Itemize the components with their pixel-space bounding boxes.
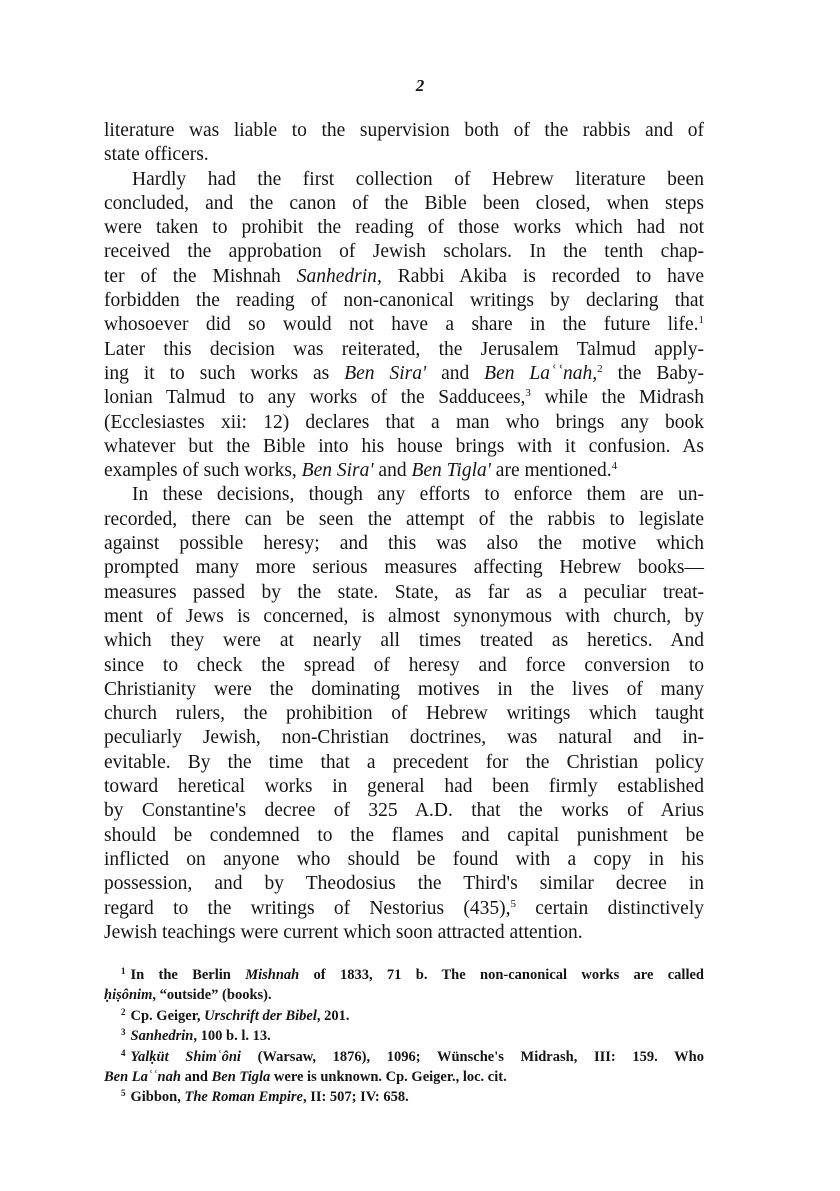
text-line: In these decisions, though any efforts to enforce them are un- <box>132 484 704 506</box>
footnote-line <box>104 985 704 1005</box>
text-line: against possible heresy; and this was also the motive which <box>104 533 704 555</box>
footnote-text: ḥiṣônim, “outside” (books). <box>104 987 272 1004</box>
page-number: 2 <box>415 76 425 95</box>
footnotes <box>104 965 704 1108</box>
text-line: literature was liable to the supervision both of the rabbis and of <box>104 120 704 141</box>
text-line: since to check the spread of heresy and force conversion to <box>104 654 704 676</box>
footnote-line <box>104 1067 704 1087</box>
footnote-text: Sanhedrin, 100 b. l. 13. <box>130 1028 271 1045</box>
text-line: regard to the writings of Nestorius (435),$^5$ certain distinctively <box>104 897 704 919</box>
footnote-line <box>104 965 704 985</box>
text-line: toward heretical works in general had been firmly established <box>104 776 704 798</box>
footnote-marker: 4 <box>121 1047 126 1058</box>
paragraph-state-decisions <box>104 483 704 945</box>
text-line: concluded, and the canon of the Bible been closed, when steps <box>104 192 704 214</box>
text-line: received the approbation of Jewish scholars. In the tenth chap- <box>104 241 704 263</box>
text-line: examples of such works, Ben Sira' and Ben Tigla' are mentioned.$^4$ <box>104 460 618 482</box>
text-line: prompted many more serious measures affecting Hebrew books— <box>104 557 704 579</box>
text-line: Christianity were the dominating motives in the lives of many <box>104 678 704 700</box>
text-line: recorded, there can be seen the attempt of the rabbis to legislate <box>104 508 704 530</box>
text-line: were taken to prohibit the reading of those works which had not <box>104 217 704 239</box>
footnote-line <box>104 1006 704 1026</box>
footnote-4 <box>104 1047 704 1088</box>
footnote-2 <box>104 1006 704 1026</box>
text-line: possession, and by Theodosius the Third's similar decree in <box>104 873 704 895</box>
text-line: Hardly had the first collection of Hebrew literature been <box>132 168 704 190</box>
footnote-marker: 1 <box>121 966 126 976</box>
text-line: ment of Jews is concerned, is almost synonymous with church, by <box>104 605 704 627</box>
text-line: ing it to such works as Ben Sira' and Ben Laʿʿnah,$^2$ the Baby- <box>104 362 704 384</box>
footnote-5 <box>104 1087 704 1107</box>
text-line: should be condemned to the flames and capital punishment be <box>104 824 704 846</box>
footnote-line <box>104 1087 704 1107</box>
paragraph-continued <box>104 119 704 168</box>
footnote-1 <box>104 965 704 1006</box>
text-line: Jewish teachings were current which soon attracted attention. <box>104 921 583 943</box>
text-line: (Ecclesiastes xii: 12) declares that a man who brings any book <box>104 411 704 433</box>
text-line: whatever but the Bible into his house brings with it confusion. As <box>104 435 704 457</box>
text-line: measures passed by the state. State, as far as a peculiar treat- <box>104 581 704 603</box>
text-line: inflicted on anyone who should be found with a copy in his <box>104 848 704 870</box>
footnote-marker: 5 <box>121 1088 126 1099</box>
text-line: which they were at nearly all times treated as heretics. And <box>104 630 704 652</box>
text-line: evitable. By the time that a precedent for the Christian policy <box>104 751 704 773</box>
text-line: peculiarly Jewish, non-Christian doctrines, was natural and in- <box>104 727 704 749</box>
text-line: Later this decision was reiterated, the Jerusalem Talmud apply- <box>104 338 704 360</box>
footnote-text: Ben Laʿʿnah and Ben Tigla were is unknown. Cp. Geiger., loc. cit. <box>104 1068 507 1085</box>
text-line: lonian Talmud to any works of the Sadducees,$^3$ while the Midrash <box>104 387 704 409</box>
footnote-3 <box>104 1026 704 1046</box>
footnote-text: Yalḳüt Shimʿôni (Warsaw, 1876), 1096; Wünsche's Midrash, III: 159. Who <box>130 1048 704 1065</box>
body-text <box>104 119 704 945</box>
footnote-text: Gibbon, The Roman Empire, II: 507; IV: 658. <box>130 1089 409 1106</box>
footnote-text: Cp. Geiger, Urschrift der Bibel, 201. <box>130 1007 350 1024</box>
text-line: church rulers, the prohibition of Hebrew writings which taught <box>104 703 704 725</box>
footnote-line <box>104 1047 704 1067</box>
footnote-line <box>104 1026 704 1046</box>
text-line: whosoever did so would not have a share in the future life.$^1$ <box>104 314 704 336</box>
text-line: by Constantine's decree of 325 A.D. that the works of Arius <box>104 800 704 822</box>
paragraph-bible-canon <box>104 168 704 484</box>
text-line: forbidden the reading of non-canonical writings by declaring that <box>104 290 704 312</box>
text-line: state officers. <box>104 144 209 166</box>
footnote-marker: 2 <box>121 1006 126 1017</box>
text-line: ter of the Mishnah Sanhedrin, Rabbi Akiba is recorded to have <box>104 265 704 287</box>
footnote-marker: 3 <box>121 1027 126 1038</box>
footnote-text: In the Berlin Mishnah of 1833, 71 b. The non-canonical works are called <box>130 967 704 983</box>
